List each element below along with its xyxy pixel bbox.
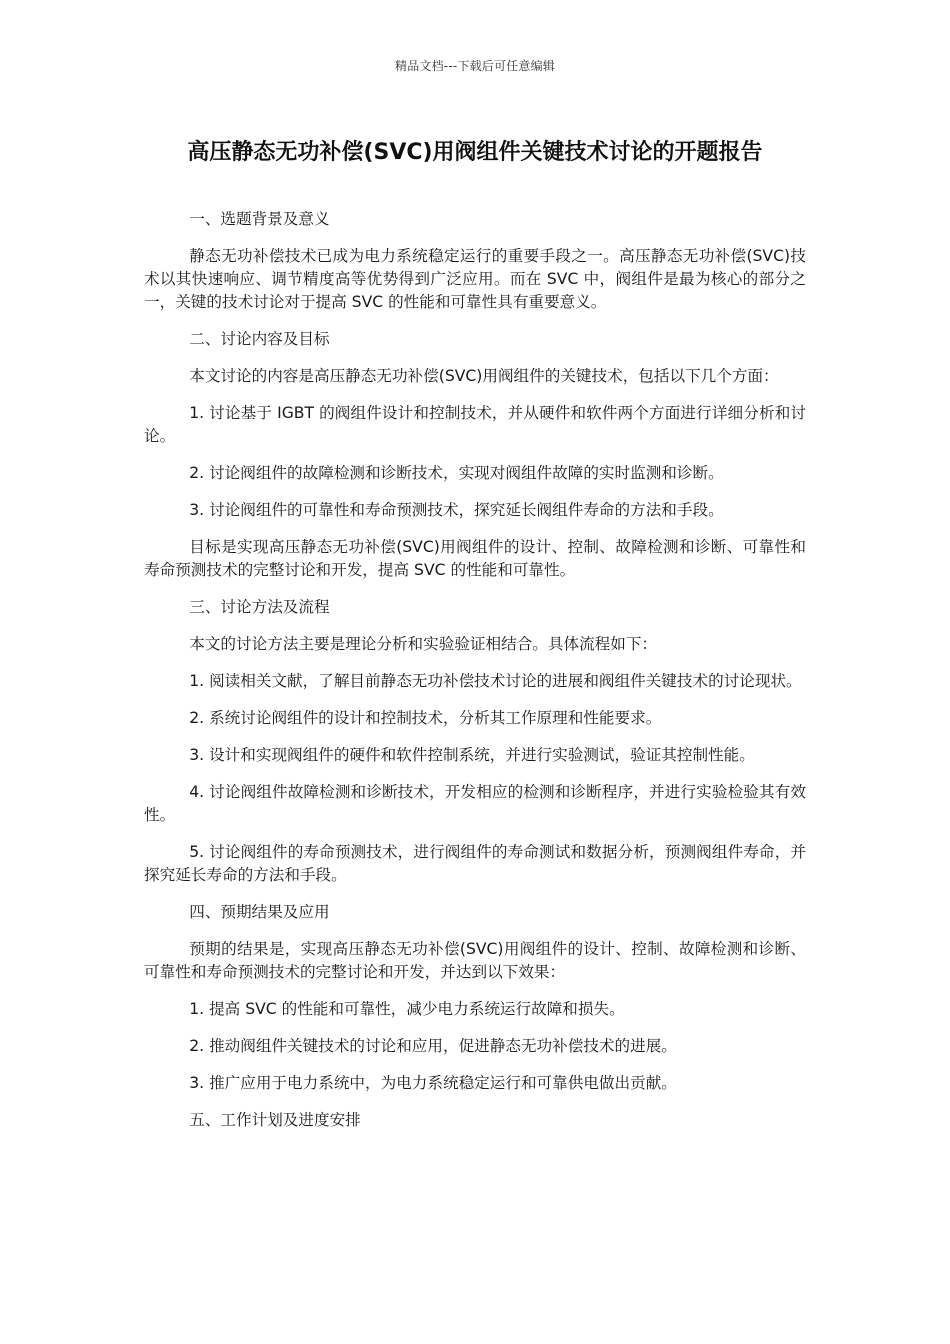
section-heading-schedule: 五、工作计划及进度安排 (189, 1111, 361, 1129)
section-heading-method: 三、讨论方法及流程 (189, 598, 330, 616)
list-item-method-1: 1. 阅读相关文献，了解目前静态无功补偿技术讨论的进展和阀组件关键技术的讨论现状。 (189, 672, 802, 690)
list-item-method-2: 2. 系统讨论阀组件的设计和控制技术，分析其工作原理和性能要求。 (189, 709, 662, 727)
list-item-method-3: 3. 设计和实现阀组件的硬件和软件控制系统，并进行实验测试，验证其控制性能。 (189, 746, 755, 764)
document-body (144, 208, 806, 1146)
paragraph-goal: 目标是实现高压静态无功补偿(SVC)用阀组件的设计、控制、故障检测和诊断、可靠性和寿命预测技术的完整讨论和开发，提高 SVC 的性能和可靠性。 (144, 538, 806, 579)
header-note: 精品文档---下载后可任意编辑 (395, 59, 555, 73)
list-item-results-1: 1. 提高 SVC 的性能和可靠性，减少电力系统运行故障和损失。 (189, 1000, 625, 1018)
section-heading-background: 一、选题背景及意义 (189, 210, 330, 228)
section-heading-results: 四、预期结果及应用 (189, 903, 330, 921)
list-item-method-5: 5. 讨论阀组件的寿命预测技术，进行阀组件的寿命测试和数据分析，预测阀组件寿命，并探究延长寿命的方法和手段。 (144, 843, 806, 884)
paragraph-method-intro: 本文的讨论方法主要是理论分析和实验验证相结合。具体流程如下： (189, 635, 658, 653)
section-heading-content: 二、讨论内容及目标 (189, 330, 330, 348)
paragraph-results-intro: 预期的结果是，实现高压静态无功补偿(SVC)用阀组件的设计、控制、故障检测和诊断、可靠性和寿命预测技术的完整讨论和开发，并达到以下效果： (144, 940, 806, 981)
list-item-content-2: 2. 讨论阀组件的故障检测和诊断技术，实现对阀组件故障的实时监测和诊断。 (189, 464, 724, 482)
list-item-content-1: 1. 讨论基于 IGBT 的阀组件设计和控制技术，并从硬件和软件两个方面进行详细分析和讨论。 (144, 404, 806, 445)
paragraph-content-intro: 本文讨论的内容是高压静态无功补偿(SVC)用阀组件的关键技术，包括以下几个方面： (189, 367, 779, 385)
paragraph-background: 静态无功补偿技术已成为电力系统稳定运行的重要手段之一。高压静态无功补偿(SVC)技术以其快速响应、调节精度高等优势得到广泛应用。而在 SVC 中，阀组件是最为核心的部分之一，关键的技术讨论对于提高 SVC 的性能和可靠性具有重要意义。 (144, 247, 806, 311)
list-item-results-2: 2. 推动阀组件关键技术的讨论和应用，促进静态无功补偿技术的进展。 (189, 1037, 677, 1055)
list-item-method-4: 4. 讨论阀组件故障检测和诊断技术，开发相应的检测和诊断程序，并进行实验检验其有效性。 (144, 783, 806, 824)
document-title: 高压静态无功补偿(SVC)用阀组件关键技术讨论的开题报告 (187, 140, 763, 165)
list-item-results-3: 3. 推广应用于电力系统中，为电力系统稳定运行和可靠供电做出贡献。 (189, 1074, 677, 1092)
list-item-content-3: 3. 讨论阀组件的可靠性和寿命预测技术，探究延长阀组件寿命的方法和手段。 (189, 501, 724, 519)
